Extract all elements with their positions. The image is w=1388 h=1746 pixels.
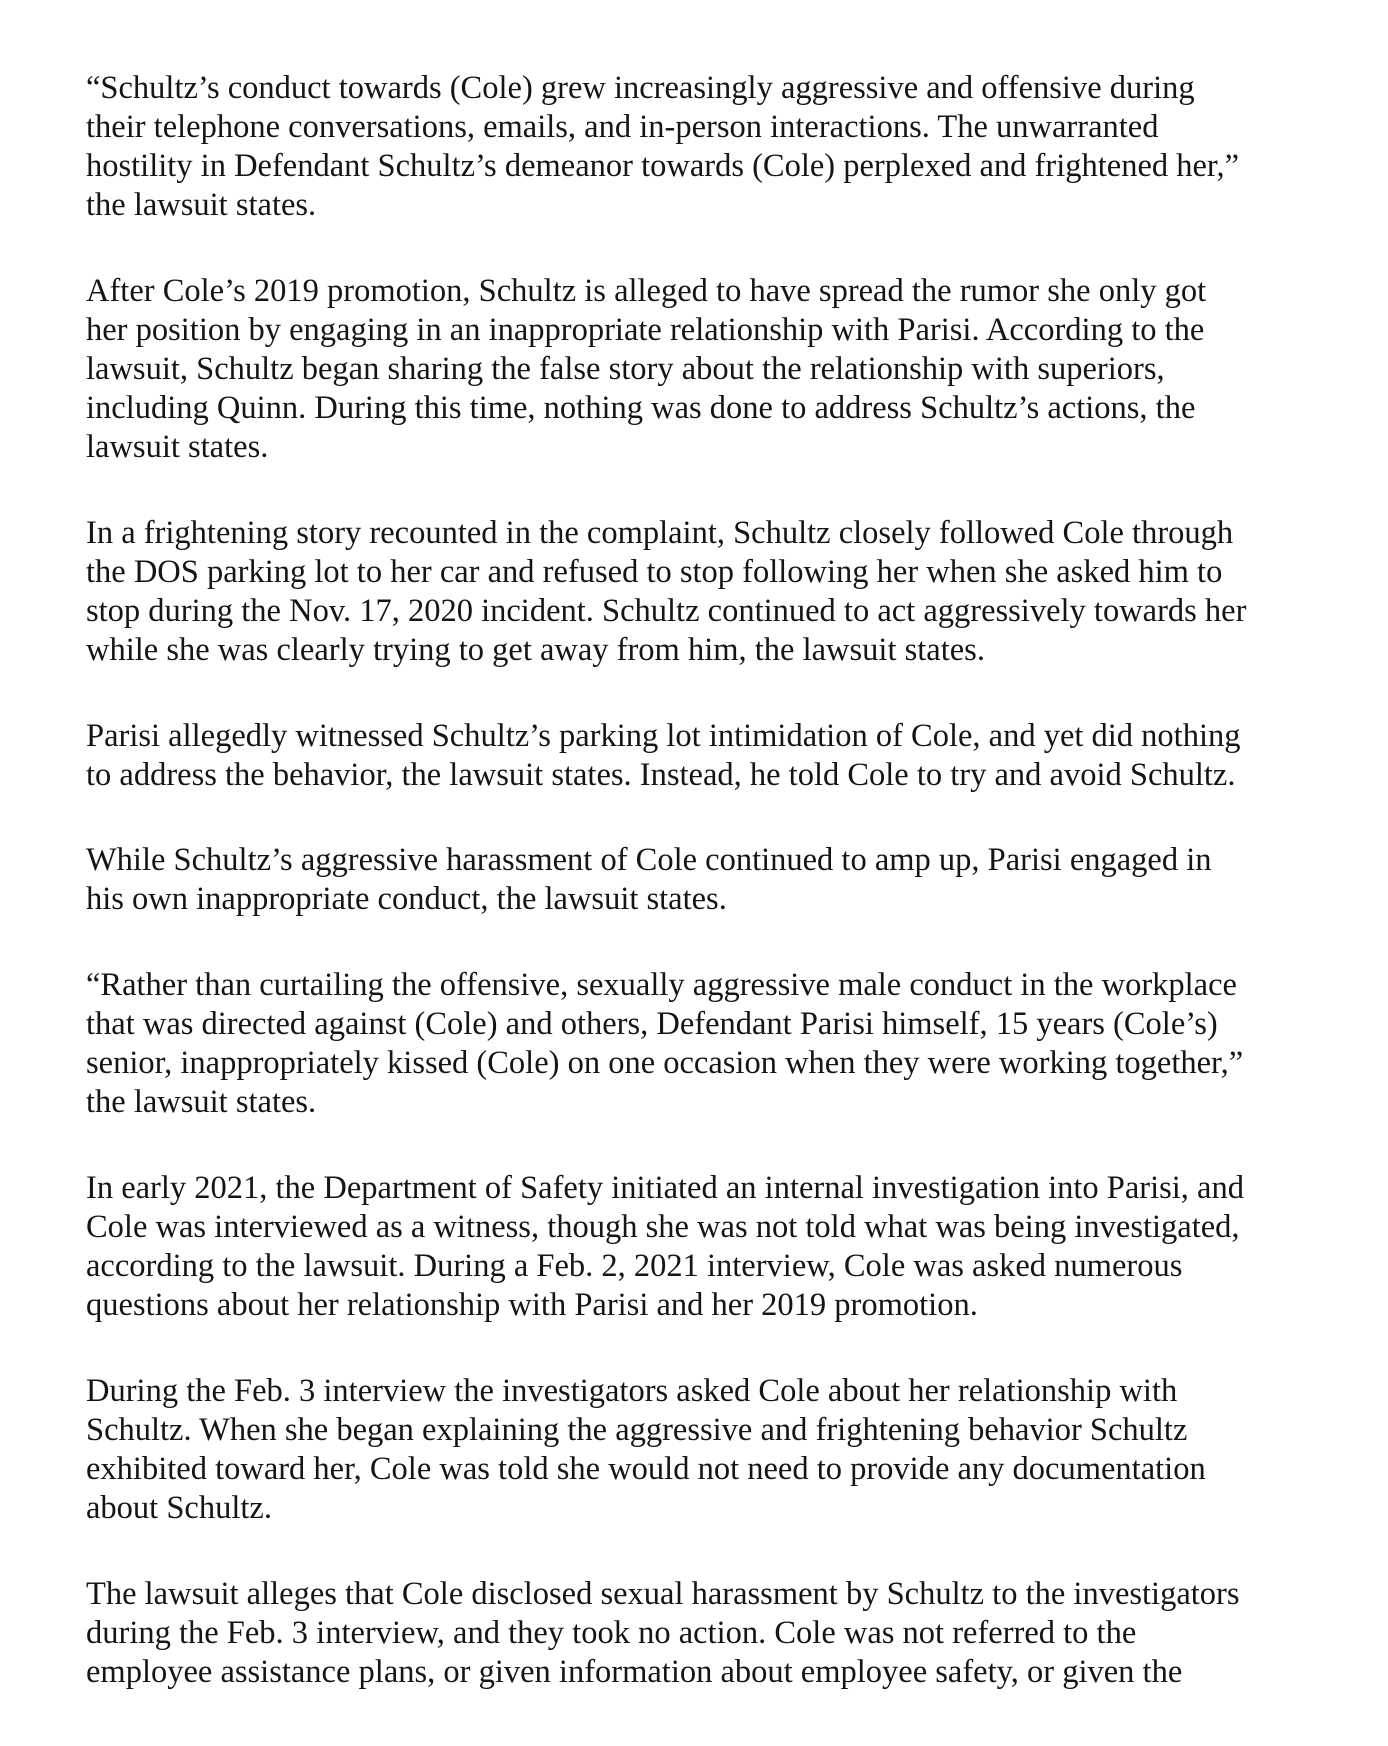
text-line: The lawsuit alleges that Cole disclosed sexual harassment by Schultz to the investigators <box>86 1576 1240 1612</box>
text-line: exhibited toward her, Cole was told she would not need to provide any documentation <box>86 1451 1206 1487</box>
text-line: their telephone conversations, emails, and in-person interactions. The unwarranted <box>86 109 1159 145</box>
text-line: During the Feb. 3 interview the investigators asked Cole about her relationship with <box>86 1373 1178 1409</box>
text-line: employee assistance plans, or given information about employee safety, or given the <box>86 1654 1183 1690</box>
text-line: the DOS parking lot to her car and refused to stop following her when she asked him to <box>86 554 1223 590</box>
text-line: stop during the Nov. 17, 2020 incident. Schultz continued to act aggressively towards her <box>86 593 1247 629</box>
paragraph-internal-investigation <box>86 1169 1346 1325</box>
text-line: After Cole’s 2019 promotion, Schultz is alleged to have spread the rumor she only got <box>86 273 1207 309</box>
text-line: according to the lawsuit. During a Feb. 2, 2021 interview, Cole was asked numerous <box>86 1248 1183 1284</box>
paragraph-disclosure-no-action <box>86 1575 1346 1692</box>
text-line: his own inappropriate conduct, the lawsuit states. <box>86 881 727 917</box>
text-line: “Rather than curtailing the offensive, sexually aggressive male conduct in the workplace <box>86 967 1237 1003</box>
text-line: during the Feb. 3 interview, and they took no action. Cole was not referred to the <box>86 1615 1137 1651</box>
text-line: including Quinn. During this time, nothing was done to address Schultz’s actions, the <box>86 390 1196 426</box>
paragraph-feb3-interview <box>86 1372 1346 1528</box>
text-line: while she was clearly trying to get away from him, the lawsuit states. <box>86 632 985 668</box>
paragraph-parisi-witness <box>86 717 1346 795</box>
text-line: questions about her relationship with Parisi and her 2019 promotion. <box>86 1287 978 1323</box>
text-line: the lawsuit states. <box>86 187 317 223</box>
text-line: about Schultz. <box>86 1490 272 1526</box>
paragraph-schultz-conduct-quote <box>86 69 1346 225</box>
text-line: to address the behavior, the lawsuit states. Instead, he told Cole to try and avoid Schultz. <box>86 757 1236 793</box>
text-line: Schultz. When she began explaining the aggressive and frightening behavior Schultz <box>86 1412 1188 1448</box>
text-line: In early 2021, the Department of Safety initiated an internal investigation into Parisi, and <box>86 1170 1244 1206</box>
text-line: While Schultz’s aggressive harassment of Cole continued to amp up, Parisi engaged in <box>86 842 1212 878</box>
text-line: the lawsuit states. <box>86 1084 317 1120</box>
paragraph-parking-lot-incident <box>86 514 1346 670</box>
text-line: “Schultz’s conduct towards (Cole) grew increasingly aggressive and offensive during <box>86 70 1195 106</box>
text-line: Parisi allegedly witnessed Schultz’s parking lot intimidation of Cole, and yet did nothing <box>86 718 1241 754</box>
text-line: lawsuit, Schultz began sharing the false story about the relationship with superiors, <box>86 351 1165 387</box>
paragraph-parisi-kiss-quote <box>86 966 1346 1122</box>
text-line: lawsuit states. <box>86 429 269 465</box>
paragraph-promotion-rumor <box>86 272 1346 467</box>
text-line: her position by engaging in an inappropriate relationship with Parisi. According to the <box>86 312 1205 348</box>
text-line: In a frightening story recounted in the complaint, Schultz closely followed Cole through <box>86 515 1234 551</box>
text-line: that was directed against (Cole) and others, Defendant Parisi himself, 15 years (Cole’s) <box>86 1006 1218 1042</box>
text-line: hostility in Defendant Schultz’s demeanor towards (Cole) perplexed and frightened her,” <box>86 148 1239 184</box>
text-line: Cole was interviewed as a witness, though she was not told what was being investigated, <box>86 1209 1240 1245</box>
text-line: senior, inappropriately kissed (Cole) on one occasion when they were working together,” <box>86 1045 1244 1081</box>
paragraph-parisi-conduct <box>86 841 1346 919</box>
